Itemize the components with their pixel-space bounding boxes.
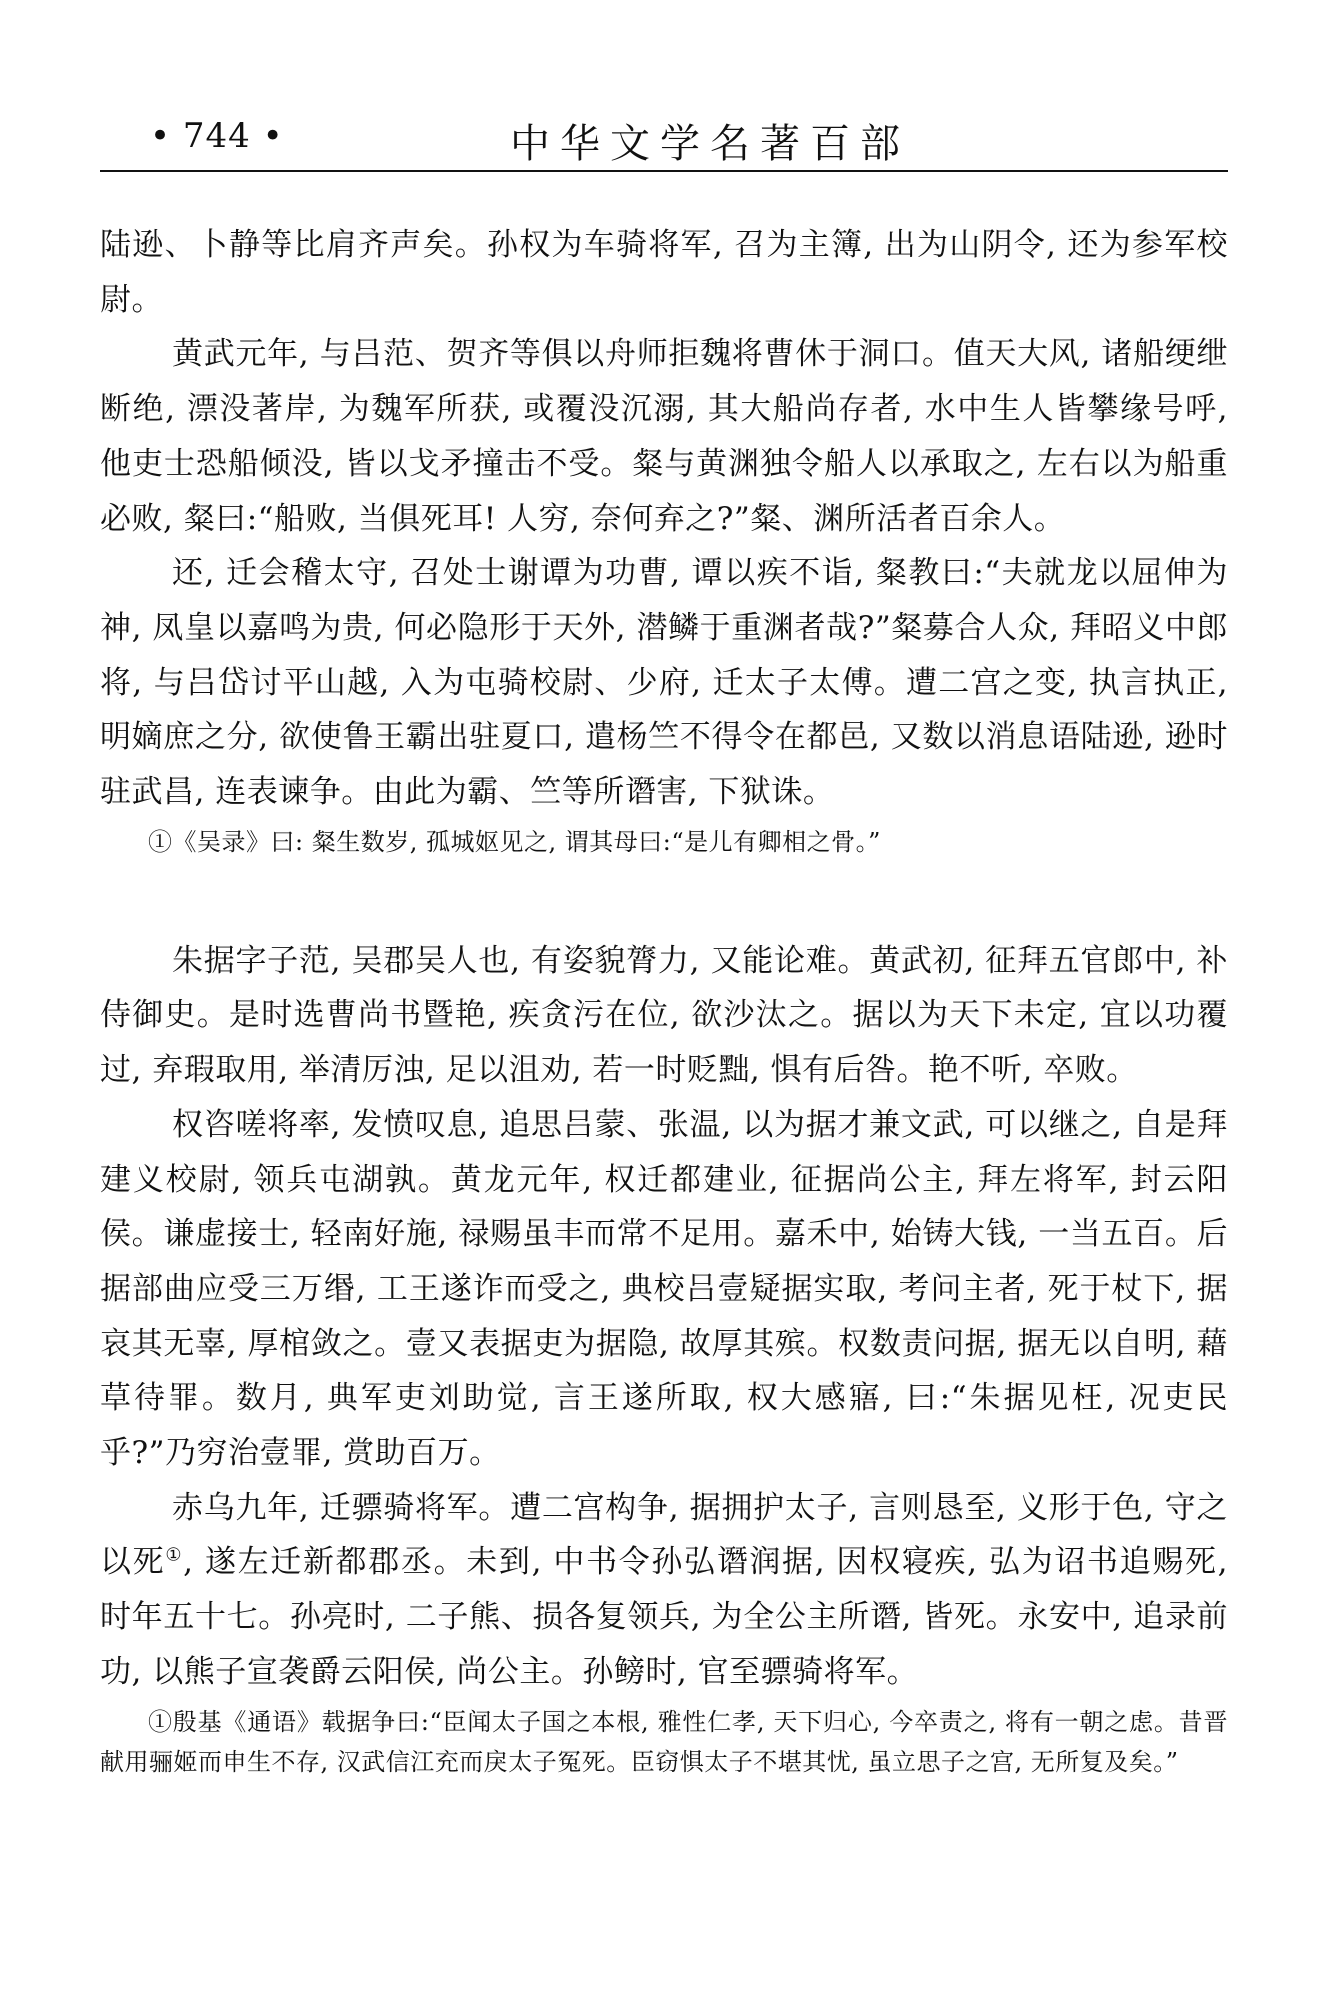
footnote: ①《吴录》曰: 粲生数岁, 孤城妪见之, 谓其母曰:“是儿有卿相之骨。” [148,827,881,856]
running-head [100,108,1228,168]
footnote-marker: ① [165,1545,184,1567]
paragraph: 还, 迁会稽太守, 召处士谢谭为功曹, 谭以疾不诣, 粲教曰:“夫就龙以屈伸为神, 凤皇以嘉鸣为贵, 何必隐形于天外, 潜鳞于重渊者哉?”粲募合人众, 拜昭义中郎将, 与吕岱讨平山越, 入为屯骑校尉、少府, 迁太子太傅。遭二宫之变, 执言执正, 明嫡庶之分, 欲使鲁王霸出驻夏口, 遣杨竺不得令在都邑, 又数以消息语陆逊, 逊时驻武昌, 连表谏争。由此为霸、竺等所谮害, 下狱诛。 [100,555,1228,811]
paragraph [100,1481,1228,1700]
paragraph-text: 赤乌九年, 迁骠骑将军。遭二宫构争, 据拥护太子, 言则恳至, 义形于色, 守之以死 [100,1489,1228,1581]
page-number: • 744 • [150,116,284,156]
paragraph: 权咨嗟将率, 发愤叹息, 追思吕蒙、张温, 以为据才兼文武, 可以继之, 自是拜建义校尉, 领兵屯湖孰。黄龙元年, 权迁都建业, 征据尚公主, 拜左将军, 封云阳侯。谦虚接士, 轻南好施, 禄赐虽丰而常不足用。嘉禾中, 始铸大钱, 一当五百。后据部曲应受三万缗, 工王遂诈而受之, 典校吕壹疑据实取, 考问主者, 死于杖下, 据哀其无辜, 厚棺敛之。壹又表据吏为据隐, 故厚其殡。权数责问据, 据无以自明, 藉草待罪。数月, 典军吏刘助觉, 言王遂所取, 权大感寤, 曰:“朱据见枉, 况吏民乎?”乃穷治壹罪, 赏助百万。 [100,1106,1228,1472]
book-title: 中华文学名著百部 [510,121,910,167]
page-body [100,218,1228,1782]
paragraph: 陆逊、卜静等比肩齐声矣。孙权为车骑将军, 召为主簿, 出为山阴令, 还为参军校尉。 [100,227,1228,318]
paragraph: 黄武元年, 与吕范、贺齐等俱以舟师拒魏将曹休于洞口。值天大风, 诸船绠绁断绝, 漂没著岸, 为魏军所获, 或覆没沉溺, 其大船尚存者, 水中生人皆攀缘号呼, 他吏士恐船倾没, 皆以戈矛撞击不受。粲与黄渊独令船人以承取之, 左右以为船重必败, 粲曰:“船败, 当俱死耳! 人穷, 奈何弃之?”粲、渊所活者百余人。 [100,336,1228,537]
paragraph: 朱据字子范, 吴郡吴人也, 有姿貌膂力, 又能论难。黄武初, 征拜五官郎中, 补侍御史。是时选曹尚书暨艳, 疾贪污在位, 欲沙汰之。据以为天下未定, 宜以功覆过, 弃瑕取用, 举清厉浊, 足以沮劝, 若一时贬黜, 惧有后咎。艳不听, 卒败。 [100,942,1228,1089]
paragraph-text: , 遂左迁新都郡丞。未到, 中书令孙弘谮润据, 因权寝疾, 弘为诏书追赐死, 时年五十七。孙亮时, 二子熊、损各复领兵, 为全公主所谮, 皆死。永安中, 追录前功, 以熊子宣袭爵云阳侯, 尚公主。孙鳑时, 官至骠骑将军。 [100,1544,1229,1690]
section-gap [100,862,1228,934]
footnote: ①殷基《通语》载据争曰:“臣闻太子国之本根, 雅性仁孝, 天下归心, 今卒责之, 将有一朝之虑。昔晋献用骊姬而申生不存, 汉武信江充而戾太子冤死。臣窃惧太子不堪其忧, 虽立思子之宫, 无所复及矣。” [100,1707,1228,1776]
header-rule [100,170,1228,172]
